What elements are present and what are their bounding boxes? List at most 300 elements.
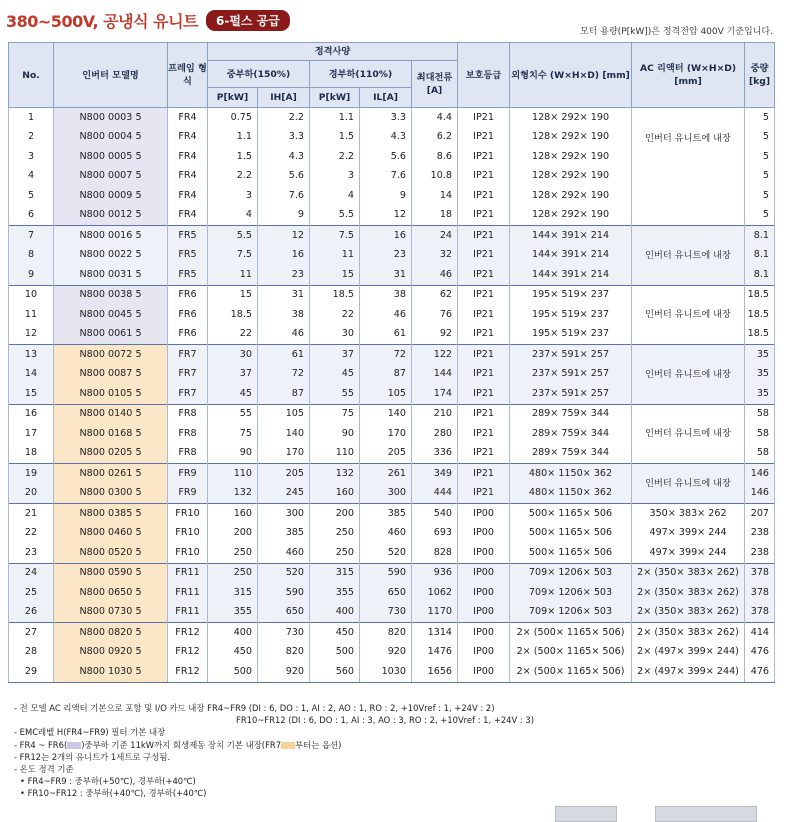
cell-protection: IP00 [458, 643, 510, 663]
cell-no: 13 [9, 345, 54, 365]
cell-weight: 5 [745, 108, 775, 128]
cell-weight: 378 [745, 563, 775, 583]
cell-reactor-built-in: 인버터 유니트에 내장 [632, 108, 745, 226]
cell-dimensions: 128× 292× 190 [510, 147, 632, 167]
cell-frame: FR5 [168, 226, 208, 246]
table-row [9, 108, 775, 128]
cell-max-current: 1170 [412, 603, 458, 623]
cell-heavy-i: 920 [258, 662, 310, 682]
cell-weight: 5 [745, 186, 775, 206]
cell-weight: 58 [745, 424, 775, 444]
cell-reactor-built-in: 인버터 유니트에 내장 [632, 345, 745, 405]
cell-model: N800 0012 5 [54, 206, 168, 226]
cell-no: 18 [9, 444, 54, 464]
cell-light-i: 820 [360, 623, 412, 643]
cell-model: N800 0590 5 [54, 563, 168, 583]
cell-model: N800 0004 5 [54, 128, 168, 148]
cell-heavy-i: 650 [258, 603, 310, 623]
cell-dimensions: 480× 1150× 362 [510, 464, 632, 484]
cell-heavy-i: 385 [258, 524, 310, 544]
cell-model: N800 0016 5 [54, 226, 168, 246]
cell-model: N800 0168 5 [54, 424, 168, 444]
cell-dimensions: 709× 1206× 503 [510, 583, 632, 603]
cell-max-current: 62 [412, 285, 458, 305]
cell-light-p: 37 [310, 345, 360, 365]
cell-light-p: 90 [310, 424, 360, 444]
cell-reactor: 2× (350× 383× 262) [632, 563, 745, 583]
cell-heavy-p: 22 [208, 325, 258, 345]
cell-heavy-p: 1.1 [208, 128, 258, 148]
cell-max-current: 6.2 [412, 128, 458, 148]
cell-dimensions: 144× 391× 214 [510, 246, 632, 266]
cell-weight: 146 [745, 484, 775, 504]
cell-light-p: 3 [310, 167, 360, 187]
table-row [9, 504, 775, 524]
col-rating: 정격사양 [208, 43, 458, 61]
cell-protection: IP21 [458, 444, 510, 464]
cell-weight: 5 [745, 128, 775, 148]
cell-weight: 8.1 [745, 226, 775, 246]
cell-protection: IP21 [458, 384, 510, 404]
table-row [9, 345, 775, 365]
cell-no: 15 [9, 384, 54, 404]
cell-frame: FR4 [168, 147, 208, 167]
cell-light-p: 18.5 [310, 285, 360, 305]
spec-table-body [9, 108, 775, 683]
cell-frame: FR5 [168, 246, 208, 266]
cell-light-i: 16 [360, 226, 412, 246]
cell-reactor: 2× (497× 399× 244) [632, 643, 745, 663]
cell-max-current: 1062 [412, 583, 458, 603]
table-row [9, 464, 775, 484]
cell-protection: IP21 [458, 108, 510, 128]
cell-heavy-p: 315 [208, 583, 258, 603]
cell-dimensions: 480× 1150× 362 [510, 484, 632, 504]
cell-light-p: 250 [310, 524, 360, 544]
cell-dimensions: 500× 1165× 506 [510, 524, 632, 544]
cell-light-p: 250 [310, 543, 360, 563]
cell-frame: FR9 [168, 484, 208, 504]
footnote-line: - EMC레벨 H(FR4~FR9) 필터 기본 내장 [14, 727, 166, 738]
cell-reactor-built-in: 인버터 유니트에 내장 [632, 404, 745, 464]
cell-dimensions: 195× 519× 237 [510, 285, 632, 305]
cell-heavy-i: 170 [258, 444, 310, 464]
cell-protection: IP21 [458, 464, 510, 484]
cell-weight: 476 [745, 662, 775, 682]
cell-light-p: 55 [310, 384, 360, 404]
col-heavy: 중부하(150%) [208, 61, 310, 88]
cell-max-current: 1476 [412, 643, 458, 663]
cell-heavy-p: 200 [208, 524, 258, 544]
cell-light-i: 261 [360, 464, 412, 484]
cell-light-p: 1.1 [310, 108, 360, 128]
cell-max-current: 336 [412, 444, 458, 464]
cell-heavy-p: 0.75 [208, 108, 258, 128]
cell-light-p: 500 [310, 643, 360, 663]
footnote-line: • FR10~FR12 : 중부하(+40℃), 경부하(+40℃) [20, 788, 207, 799]
cell-heavy-p: 90 [208, 444, 258, 464]
cell-protection: IP00 [458, 524, 510, 544]
cell-max-current: 1656 [412, 662, 458, 682]
cell-model: N800 0045 5 [54, 305, 168, 325]
cell-model: N800 0920 5 [54, 643, 168, 663]
cell-heavy-p: 45 [208, 384, 258, 404]
cell-frame: FR8 [168, 424, 208, 444]
cell-weight: 18.5 [745, 305, 775, 325]
cell-weight: 58 [745, 444, 775, 464]
cell-heavy-i: 12 [258, 226, 310, 246]
cell-light-i: 7.6 [360, 167, 412, 187]
cell-max-current: 936 [412, 563, 458, 583]
table-row [9, 603, 775, 623]
cell-dimensions: 237× 591× 257 [510, 345, 632, 365]
table-row [9, 404, 775, 424]
col-weight: 중량 [kg] [745, 43, 775, 108]
cell-light-p: 30 [310, 325, 360, 345]
cell-max-current: 18 [412, 206, 458, 226]
cell-light-p: 22 [310, 305, 360, 325]
cell-protection: IP21 [458, 128, 510, 148]
cell-protection: IP21 [458, 265, 510, 285]
cell-max-current: 210 [412, 404, 458, 424]
cell-model: N800 0650 5 [54, 583, 168, 603]
cell-dimensions: 128× 292× 190 [510, 186, 632, 206]
cell-dimensions: 237× 591× 257 [510, 365, 632, 385]
cell-heavy-i: 31 [258, 285, 310, 305]
cell-light-p: 5.5 [310, 206, 360, 226]
cell-heavy-p: 30 [208, 345, 258, 365]
cell-weight: 18.5 [745, 285, 775, 305]
cell-no: 25 [9, 583, 54, 603]
cell-no: 12 [9, 325, 54, 345]
cell-light-i: 5.6 [360, 147, 412, 167]
cell-protection: IP00 [458, 583, 510, 603]
cell-model: N800 0038 5 [54, 285, 168, 305]
orange-swatch [281, 742, 295, 749]
cell-light-p: 2.2 [310, 147, 360, 167]
cell-dimensions: 128× 292× 190 [510, 108, 632, 128]
cell-no: 11 [9, 305, 54, 325]
cell-light-i: 12 [360, 206, 412, 226]
cell-no: 17 [9, 424, 54, 444]
cell-protection: IP21 [458, 206, 510, 226]
table-row [9, 524, 775, 544]
cell-frame: FR8 [168, 444, 208, 464]
cell-heavy-p: 75 [208, 424, 258, 444]
footnote-text: 부터는 옵션) [295, 739, 342, 750]
cell-frame: FR11 [168, 603, 208, 623]
cell-frame: FR4 [168, 108, 208, 128]
footnote-text: )중부하 기준 11kW까지 회생제동 장치 기본 내장(FR7 [81, 739, 282, 750]
cell-protection: IP21 [458, 484, 510, 504]
cell-dimensions: 2× (500× 1165× 506) [510, 662, 632, 682]
cell-protection: IP21 [458, 325, 510, 345]
cell-reactor: 2× (350× 383× 262) [632, 603, 745, 623]
cell-heavy-p: 4 [208, 206, 258, 226]
cell-light-i: 650 [360, 583, 412, 603]
cell-max-current: 92 [412, 325, 458, 345]
cell-protection: IP21 [458, 246, 510, 266]
cell-protection: IP00 [458, 543, 510, 563]
cell-light-p: 132 [310, 464, 360, 484]
cell-frame: FR9 [168, 464, 208, 484]
cell-heavy-p: 355 [208, 603, 258, 623]
page-title: 380~500V, 공냉식 유니트 [6, 11, 198, 31]
cell-protection: IP00 [458, 662, 510, 682]
cell-protection: IP21 [458, 226, 510, 246]
purple-swatch [67, 742, 81, 749]
cell-protection: IP00 [458, 623, 510, 643]
cell-reactor-built-in: 인버터 유니트에 내장 [632, 285, 745, 345]
cell-dimensions: 195× 519× 237 [510, 325, 632, 345]
cell-heavy-i: 23 [258, 265, 310, 285]
cell-model: N800 0820 5 [54, 623, 168, 643]
cell-protection: IP21 [458, 345, 510, 365]
cell-protection: IP21 [458, 305, 510, 325]
cell-heavy-p: 15 [208, 285, 258, 305]
cell-frame: FR7 [168, 365, 208, 385]
cell-light-p: 400 [310, 603, 360, 623]
cell-no: 29 [9, 662, 54, 682]
cell-heavy-p: 2.2 [208, 167, 258, 187]
table-row [9, 543, 775, 563]
col-reactor: AC 리액터 (W×H×D) [mm] [632, 43, 745, 108]
table-row [9, 226, 775, 246]
cell-light-i: 205 [360, 444, 412, 464]
cell-weight: 5 [745, 206, 775, 226]
cell-heavy-p: 250 [208, 543, 258, 563]
cell-dimensions: 195× 519× 237 [510, 305, 632, 325]
cell-weight: 18.5 [745, 325, 775, 345]
cell-heavy-i: 590 [258, 583, 310, 603]
cell-dimensions: 237× 591× 257 [510, 384, 632, 404]
cell-heavy-i: 4.3 [258, 147, 310, 167]
cell-heavy-i: 9 [258, 206, 310, 226]
cell-no: 4 [9, 167, 54, 187]
cell-no: 20 [9, 484, 54, 504]
cell-light-i: 385 [360, 504, 412, 524]
cell-dimensions: 2× (500× 1165× 506) [510, 623, 632, 643]
cell-heavy-p: 55 [208, 404, 258, 424]
cell-max-current: 144 [412, 365, 458, 385]
cell-heavy-i: 300 [258, 504, 310, 524]
cell-light-p: 200 [310, 504, 360, 524]
cell-protection: IP21 [458, 365, 510, 385]
col-frame: 프레임 형식 [168, 43, 208, 108]
cell-frame: FR10 [168, 524, 208, 544]
cell-no: 5 [9, 186, 54, 206]
cell-heavy-i: 2.2 [258, 108, 310, 128]
cell-model: N800 0105 5 [54, 384, 168, 404]
cell-light-i: 300 [360, 484, 412, 504]
cell-protection: IP21 [458, 404, 510, 424]
cell-dimensions: 289× 759× 344 [510, 444, 632, 464]
cell-no: 28 [9, 643, 54, 663]
cell-no: 7 [9, 226, 54, 246]
cell-frame: FR4 [168, 206, 208, 226]
supply-badge: 6-펄스 공급 [206, 10, 290, 31]
cell-frame: FR11 [168, 583, 208, 603]
cell-model: N800 0205 5 [54, 444, 168, 464]
col-heavy-p: P[kW] [208, 88, 258, 108]
cell-heavy-i: 5.6 [258, 167, 310, 187]
cell-heavy-i: 520 [258, 563, 310, 583]
cell-heavy-p: 18.5 [208, 305, 258, 325]
cell-light-p: 45 [310, 365, 360, 385]
cell-frame: FR12 [168, 623, 208, 643]
cell-reactor-built-in: 인버터 유니트에 내장 [632, 226, 745, 286]
cell-weight: 378 [745, 583, 775, 603]
cell-weight: 378 [745, 603, 775, 623]
cell-light-i: 920 [360, 643, 412, 663]
cell-reactor: 350× 383× 262 [632, 504, 745, 524]
table-row [9, 662, 775, 682]
table-row [9, 563, 775, 583]
cell-light-i: 520 [360, 543, 412, 563]
cell-light-i: 72 [360, 345, 412, 365]
cell-light-i: 730 [360, 603, 412, 623]
cell-light-p: 450 [310, 623, 360, 643]
cell-heavy-i: 3.3 [258, 128, 310, 148]
cell-no: 19 [9, 464, 54, 484]
cell-heavy-p: 7.5 [208, 246, 258, 266]
cell-weight: 35 [745, 345, 775, 365]
cell-frame: FR6 [168, 305, 208, 325]
cell-light-i: 9 [360, 186, 412, 206]
cell-frame: FR7 [168, 345, 208, 365]
cell-reactor: 2× (350× 383× 262) [632, 583, 745, 603]
footnote-text: - FR4 ~ FR6( [14, 739, 68, 750]
cell-light-p: 15 [310, 265, 360, 285]
cell-heavy-p: 450 [208, 643, 258, 663]
spec-table [8, 42, 775, 683]
cell-weight: 58 [745, 404, 775, 424]
cell-light-i: 46 [360, 305, 412, 325]
cell-model: N800 0140 5 [54, 404, 168, 424]
cell-heavy-p: 37 [208, 365, 258, 385]
cell-dimensions: 144× 391× 214 [510, 265, 632, 285]
cell-frame: FR7 [168, 384, 208, 404]
cell-no: 14 [9, 365, 54, 385]
cell-no: 24 [9, 563, 54, 583]
cell-protection: IP21 [458, 285, 510, 305]
cell-heavy-p: 5.5 [208, 226, 258, 246]
cell-frame: FR4 [168, 128, 208, 148]
cell-light-p: 75 [310, 404, 360, 424]
cell-frame: FR4 [168, 167, 208, 187]
table-row [9, 643, 775, 663]
cell-weight: 8.1 [745, 265, 775, 285]
cell-light-i: 170 [360, 424, 412, 444]
cell-heavy-i: 38 [258, 305, 310, 325]
cell-light-p: 1.5 [310, 128, 360, 148]
cell-model: N800 0003 5 [54, 108, 168, 128]
cell-no: 6 [9, 206, 54, 226]
cell-max-current: 693 [412, 524, 458, 544]
cell-max-current: 280 [412, 424, 458, 444]
cell-heavy-i: 105 [258, 404, 310, 424]
cell-weight: 8.1 [745, 246, 775, 266]
cell-light-i: 4.3 [360, 128, 412, 148]
cell-no: 3 [9, 147, 54, 167]
cell-frame: FR12 [168, 643, 208, 663]
footnote-line: - 전 모델 AC 리액터 기본으로 포함 및 I/O 카드 내장 FR4~FR9 (DI : 6, DO : 1, AI : 2, AO : 1, RO : 2, +10Vref : 1, +24V : 2) [14, 703, 495, 713]
cell-model: N800 0061 5 [54, 325, 168, 345]
col-no: No. [9, 43, 54, 108]
cell-heavy-p: 500 [208, 662, 258, 682]
cell-light-i: 3.3 [360, 108, 412, 128]
cell-no: 2 [9, 128, 54, 148]
col-protection: 보호등급 [458, 43, 510, 108]
col-model: 인버터 모델명 [54, 43, 168, 108]
col-heavy-i: IH[A] [258, 88, 310, 108]
footnote-line: - 온도 정격 기준 [14, 764, 74, 775]
footnotes [14, 702, 534, 800]
cell-max-current: 14 [412, 186, 458, 206]
cell-protection: IP21 [458, 424, 510, 444]
cell-heavy-p: 110 [208, 464, 258, 484]
cell-light-p: 160 [310, 484, 360, 504]
cell-model: N800 0300 5 [54, 484, 168, 504]
cell-light-i: 38 [360, 285, 412, 305]
cell-no: 21 [9, 504, 54, 524]
cell-protection: IP00 [458, 563, 510, 583]
cell-dimensions: 289× 759× 344 [510, 424, 632, 444]
cell-model: N800 0460 5 [54, 524, 168, 544]
footnote-line: FR10~FR12 (DI : 6, DO : 1, AI : 3, AO : 3, RO : 2, +10Vref : 1, +24V : 3) [236, 715, 534, 726]
cell-heavy-i: 140 [258, 424, 310, 444]
cell-weight: 35 [745, 365, 775, 385]
cell-dimensions: 709× 1206× 503 [510, 603, 632, 623]
cell-frame: FR6 [168, 325, 208, 345]
cell-model: N800 0031 5 [54, 265, 168, 285]
cell-protection: IP21 [458, 147, 510, 167]
cell-heavy-i: 16 [258, 246, 310, 266]
cell-heavy-i: 72 [258, 365, 310, 385]
cell-light-i: 1030 [360, 662, 412, 682]
col-max-current: 최대전류 [A] [412, 61, 458, 108]
cell-frame: FR6 [168, 285, 208, 305]
cell-max-current: 444 [412, 484, 458, 504]
cell-heavy-i: 46 [258, 325, 310, 345]
cell-frame: FR12 [168, 662, 208, 682]
cell-light-p: 7.5 [310, 226, 360, 246]
cell-max-current: 122 [412, 345, 458, 365]
cell-max-current: 46 [412, 265, 458, 285]
cell-heavy-p: 132 [208, 484, 258, 504]
cell-light-i: 23 [360, 246, 412, 266]
cell-heavy-p: 3 [208, 186, 258, 206]
col-dimensions: 외형치수 (W×H×D) [mm] [510, 43, 632, 108]
cell-max-current: 4.4 [412, 108, 458, 128]
cell-max-current: 349 [412, 464, 458, 484]
cell-weight: 238 [745, 524, 775, 544]
cell-weight: 238 [745, 543, 775, 563]
rating-note: 모터 용량(P[kW])은 정격전압 400V 기준입니다. [580, 27, 773, 37]
cell-max-current: 32 [412, 246, 458, 266]
cell-model: N800 0072 5 [54, 345, 168, 365]
cell-model: N800 0005 5 [54, 147, 168, 167]
table-row [9, 623, 775, 643]
cell-model: N800 0087 5 [54, 365, 168, 385]
cell-dimensions: 128× 292× 190 [510, 167, 632, 187]
cell-weight: 5 [745, 167, 775, 187]
cell-model: N800 0520 5 [54, 543, 168, 563]
cell-frame: FR11 [168, 563, 208, 583]
cell-frame: FR10 [168, 504, 208, 524]
cell-no: 8 [9, 246, 54, 266]
cell-light-p: 355 [310, 583, 360, 603]
